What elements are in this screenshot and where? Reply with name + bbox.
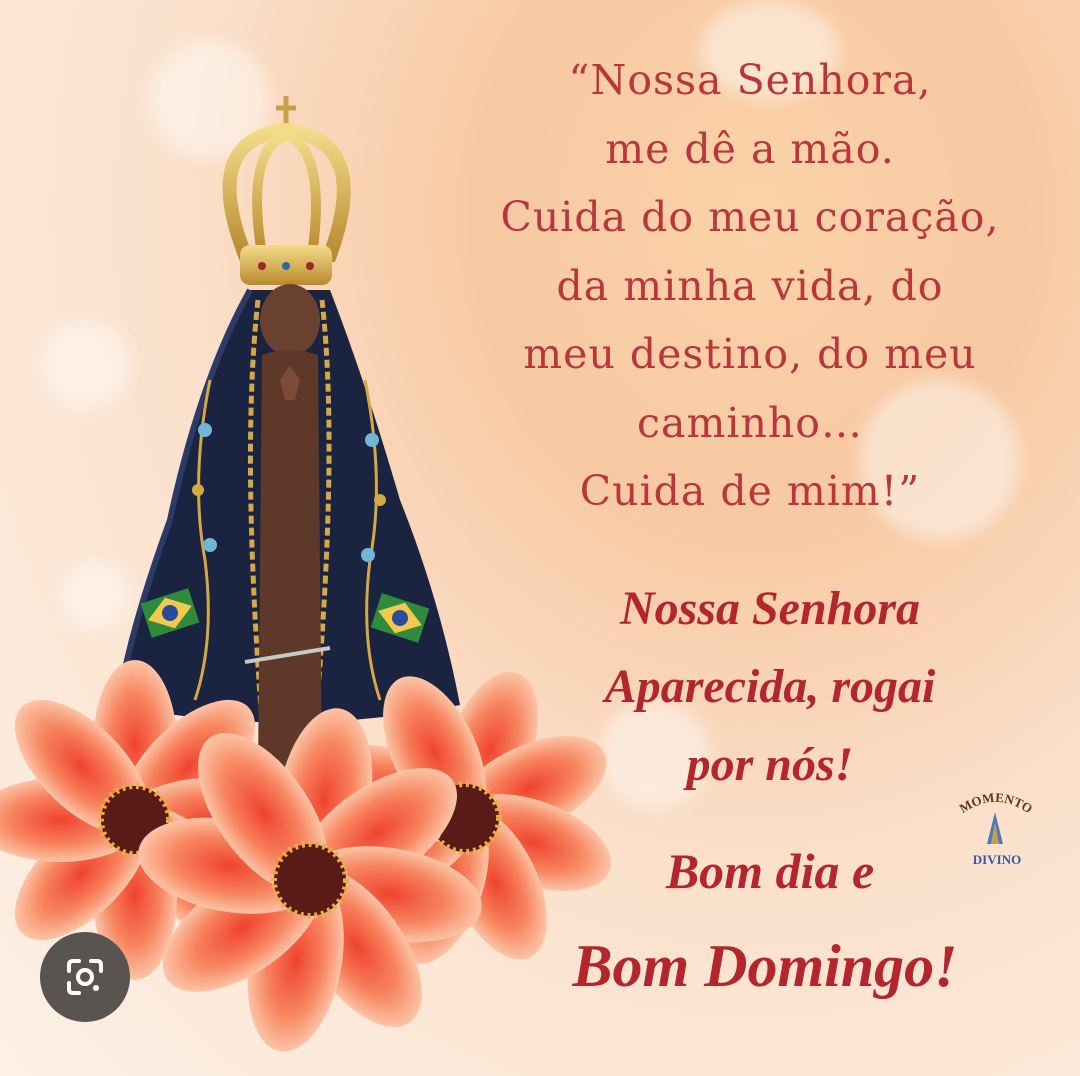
quote-text — [430, 46, 1070, 526]
quote-line: Cuida do meu coração, — [500, 193, 1000, 241]
logo-bottom-text: DIVINO — [972, 852, 1022, 867]
quote-line: me dê a mão. — [605, 124, 895, 173]
quote-line: caminho… — [637, 398, 863, 447]
prayer-line: Nossa Senhora — [619, 582, 921, 635]
quote-line: da minha vida, do — [556, 261, 944, 310]
svg-text:MOMENTO — [957, 790, 1036, 816]
prayer-line: por nós! — [686, 738, 854, 791]
greeting-line-2: Bom Domingo! — [572, 933, 958, 999]
quote-line: “Nossa Senhora, — [568, 56, 932, 104]
lens-search-button[interactable] — [40, 932, 130, 1022]
quote-line: meu destino, do meu — [523, 330, 977, 378]
logo-top-text: MOMENTO — [956, 789, 1036, 817]
quote-line: Cuida de mim!” — [579, 467, 921, 515]
prayer-text — [520, 570, 1020, 804]
prayer-line: Aparecida, rogai — [604, 660, 936, 713]
lens-camera-icon — [63, 955, 107, 999]
crown — [230, 96, 344, 285]
greeting-line-1: Bom dia e — [665, 843, 875, 899]
momento-divino-logo — [945, 782, 1045, 872]
